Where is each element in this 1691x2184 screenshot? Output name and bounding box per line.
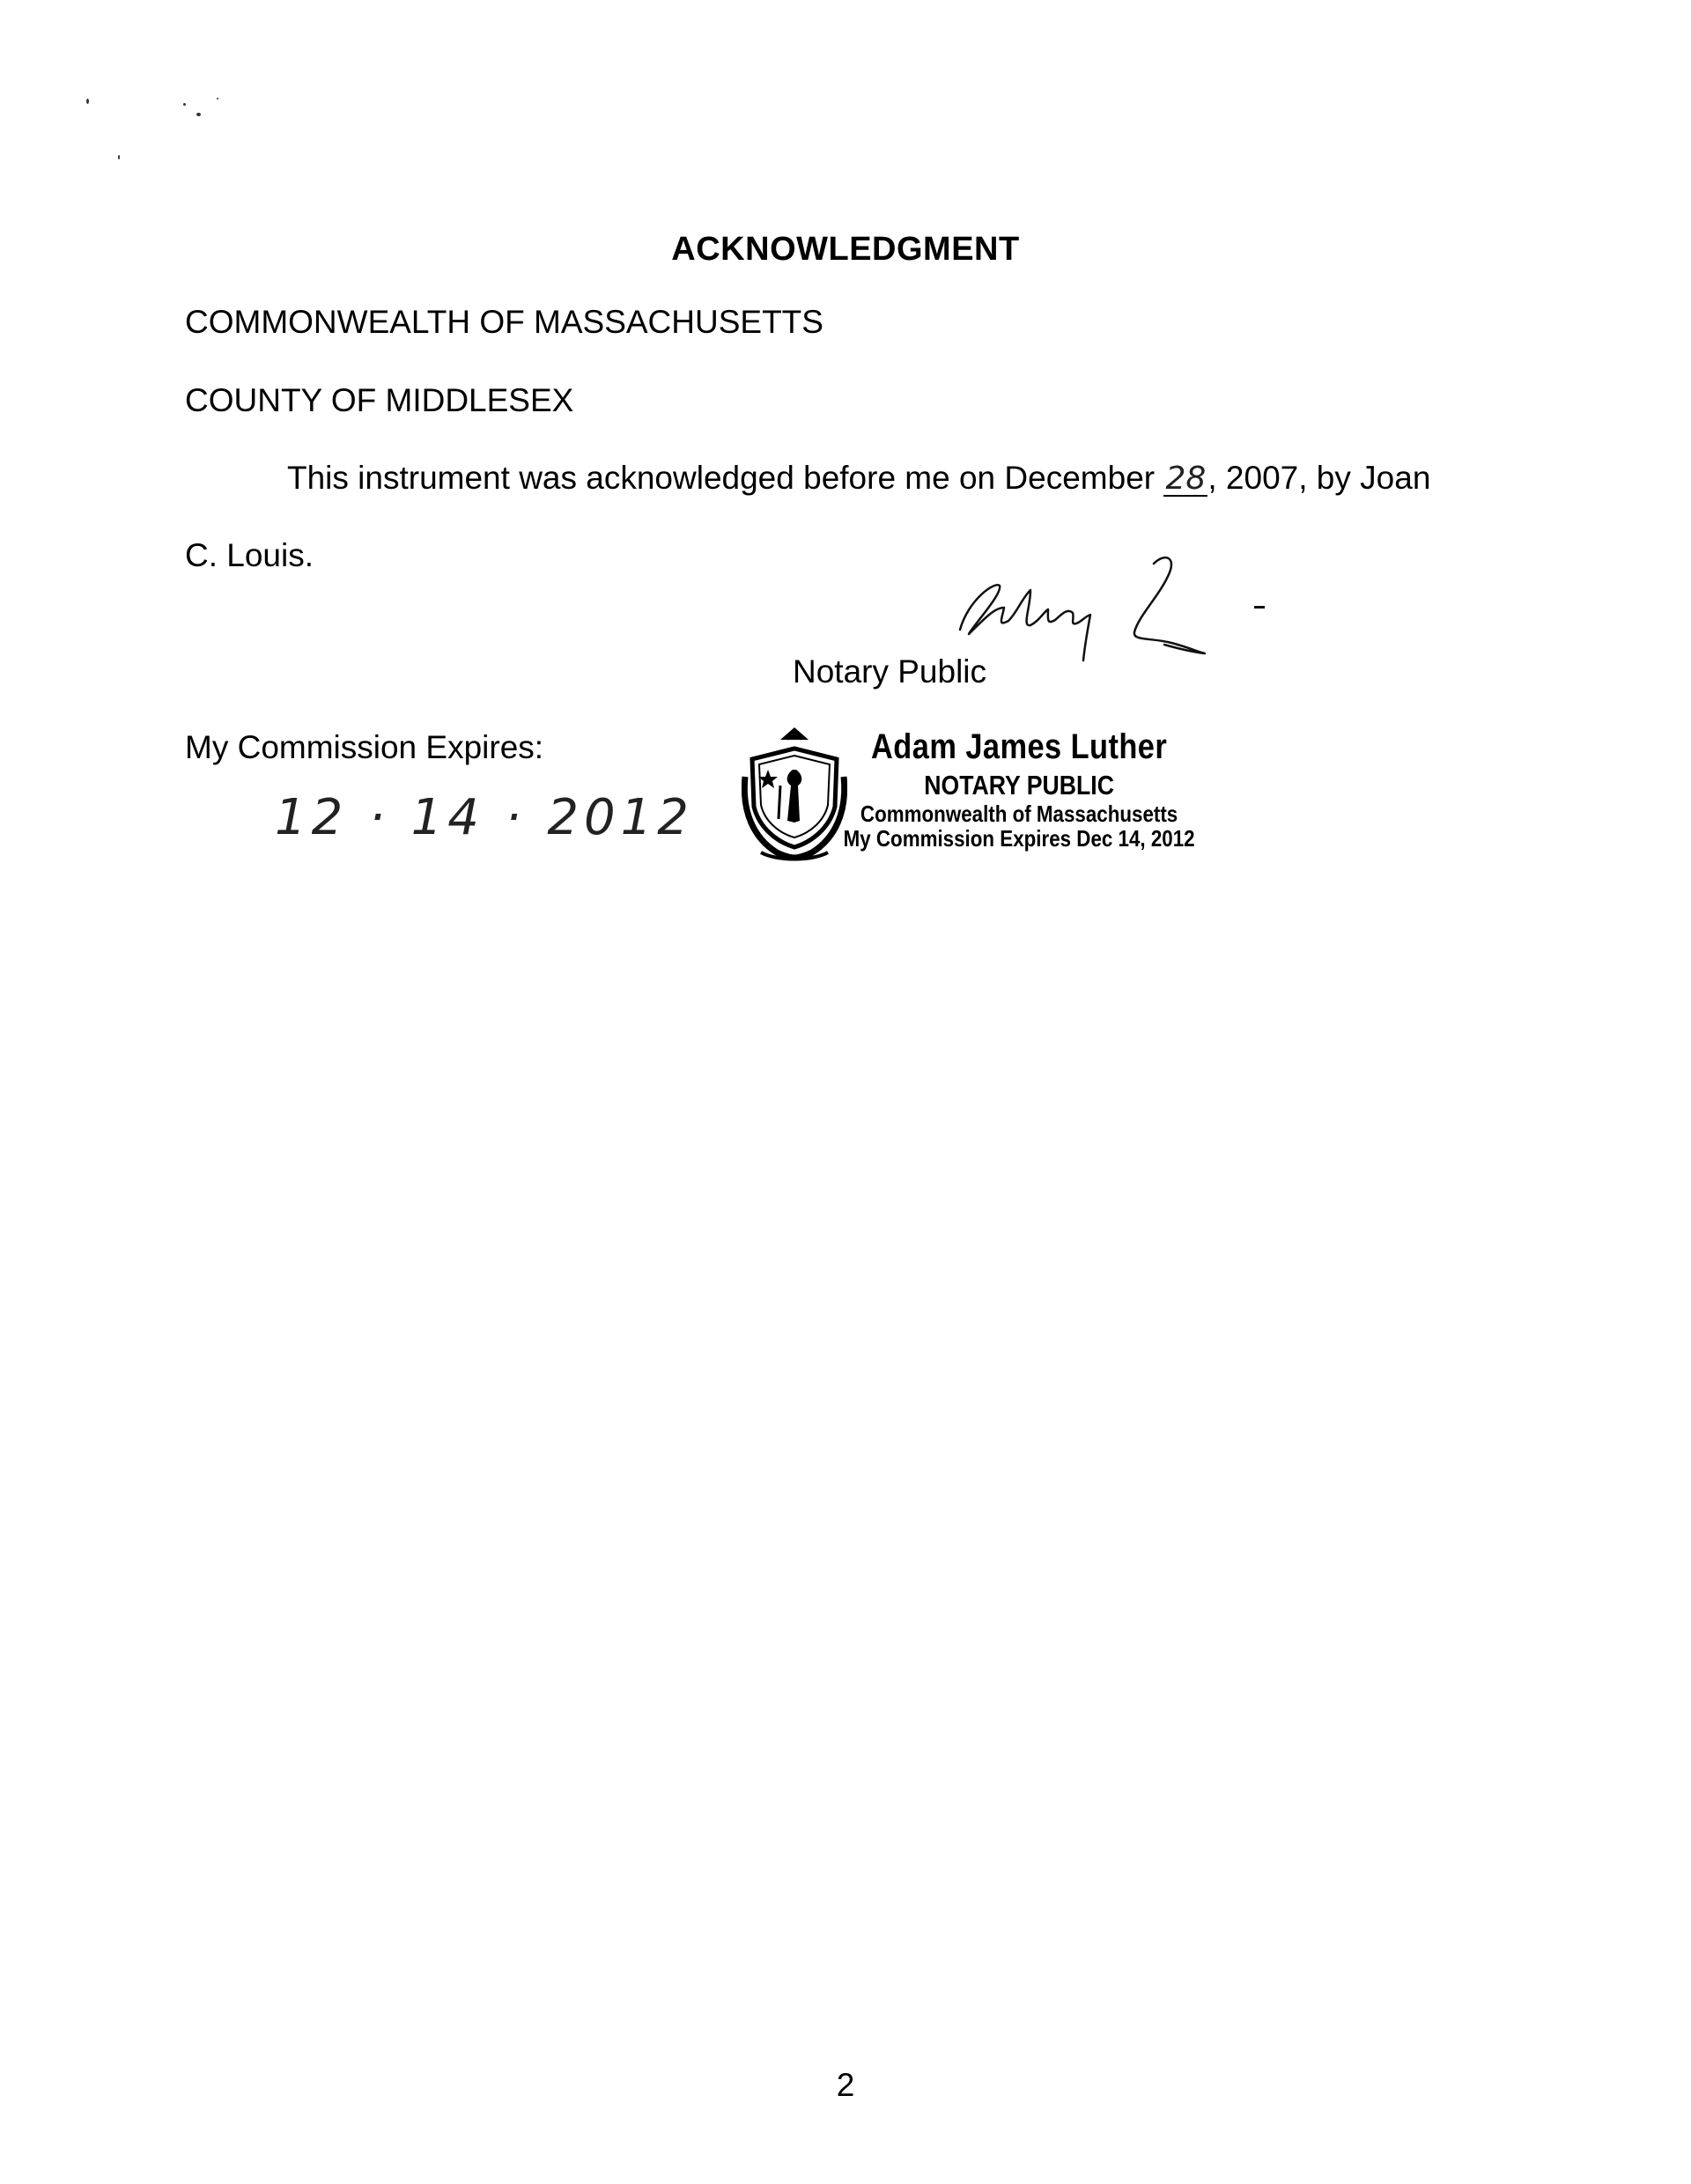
commission-expiry-handwritten: 12 · 14 · 2012 (275, 789, 694, 846)
stamp-jurisdiction: Commonwealth of Massachusetts (860, 801, 1178, 827)
state-seal-icon (742, 724, 847, 863)
stamp-title: NOTARY PUBLIC (924, 770, 1114, 801)
scan-speck (86, 99, 89, 104)
acknowledgment-statement (287, 461, 1430, 497)
acknowledgment-text-before: This instrument was acknowledged before me on December (287, 460, 1164, 496)
document-heading: ACKNOWLEDGMENT (671, 231, 1020, 268)
acknowledgment-text-after: , 2007, by Joan (1207, 460, 1431, 496)
scan-speck (196, 113, 201, 116)
stamp-expiration: My Commission Expires Dec 14, 2012 (843, 825, 1195, 852)
stamp-notary-name: Adam James Luther (871, 727, 1168, 766)
venue-state: COMMONWEALTH OF MASSACHUSETTS (185, 304, 823, 340)
page-number: 2 (836, 2067, 855, 2103)
notary-stamp (841, 729, 1197, 850)
scan-speck (217, 98, 218, 100)
acknowledgment-day-handwritten: 28 (1163, 463, 1207, 497)
scan-speck (118, 155, 120, 159)
scan-speck (183, 103, 186, 106)
acknowledgment-signer-name: C. Louis. (185, 537, 314, 573)
signature-stray-mark (1254, 606, 1265, 609)
venue-county: COUNTY OF MIDDLESEX (185, 382, 574, 418)
commission-expires-label: My Commission Expires: (185, 729, 544, 765)
notary-public-label: Notary Public (793, 653, 987, 690)
